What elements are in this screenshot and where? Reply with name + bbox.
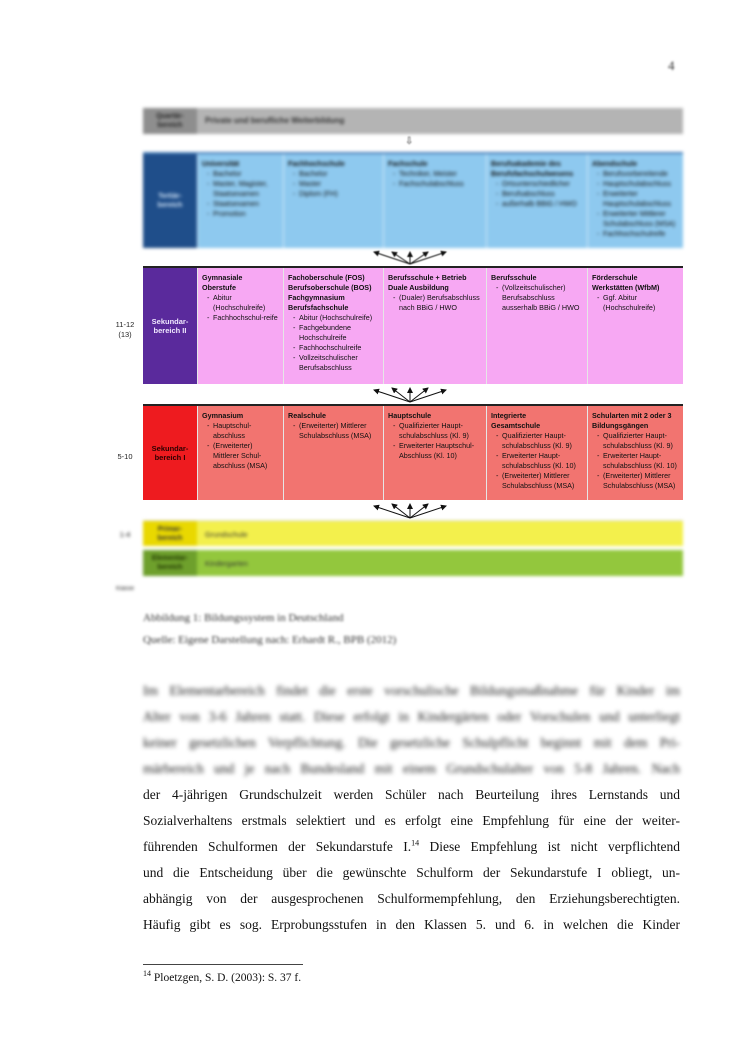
list-item: - außerhalb BBiG / HWO xyxy=(497,199,583,209)
list-item: - Fachgebundene Hochschulreife xyxy=(294,323,379,343)
figure-caption-source: Quelle: Eigene Darstellung nach: Erhardt R., BPB (2012) xyxy=(143,634,397,646)
footnote-divider xyxy=(143,964,303,965)
body-line: Alter von 3-6 Jahren statt. Diese erfolgt in Kindergärten oder Vorschulen und unterliegt xyxy=(143,709,680,724)
list-item: - Abitur (Hochschulreife) xyxy=(294,313,379,323)
list-item: - Techniker, Meister xyxy=(394,169,482,179)
list-item: - (Erweiterter) Mittlerer Schulabschluss (MSA) xyxy=(294,421,379,441)
quartiary-label: Quartär- bereich xyxy=(143,108,197,134)
sek1-column-heading: Schularten mit 2 oder 3 Bildungsgängen xyxy=(592,411,672,430)
body-line-tail: Diese Empfehlung ist nicht verpflichtend xyxy=(419,839,680,854)
fan-arrows-middle xyxy=(374,388,446,402)
body-line: Im Elementarbereich findet die erste vorschulische Bildungsmaßnahme für Kinder im xyxy=(143,683,680,698)
elementary-text: Kindergarten xyxy=(205,559,248,568)
quartiary-text: Private und berufliche Weiterbildung xyxy=(205,116,345,125)
tertiary-label: Tertiär- bereich xyxy=(143,154,197,248)
list-item: - Berufsvorbereitende xyxy=(598,169,679,179)
footnote xyxy=(143,969,302,984)
figure-caption-title: Abbildung 1: Bildungssystem in Deutschland xyxy=(143,612,344,624)
secondary-2-label: Sekundar- bereich II xyxy=(143,268,197,384)
list-item: - Erweiterter Haupt-schulabschluss (Kl. 10) xyxy=(598,451,679,471)
list-item: - Master, Magister, Staatsexamen xyxy=(208,179,279,199)
sek1-column-heading: Integrierte Gesamtschule xyxy=(491,411,541,430)
body-line: und die Entscheidung über die gewünschte Schulform der Sekundarstufe I obliegt, un- xyxy=(143,865,680,880)
page-number: 4 xyxy=(668,58,675,73)
list-item: - Diplom (FH) xyxy=(294,189,379,199)
list-item: - Ggf. Abitur (Hochschulreife) xyxy=(598,293,679,313)
fan-arrows-bottom xyxy=(374,504,446,518)
tertiary-column-heading: Berufsakademie des Berufsfachschulwesens xyxy=(491,159,574,178)
sek2-column-heading: Fachoberschule (FOS) Berufsoberschule (BOS) Fachgymnasium Berufsfachschule xyxy=(288,273,372,312)
secondary-1-label: Sekundar- bereich I xyxy=(143,406,197,500)
list-item: - Qualifizierter Haupt-schulabschluss (Kl. 9) xyxy=(394,421,482,441)
sek2-column-heading: Förderschule Werkstätten (WfbM) xyxy=(592,273,660,292)
body-paragraph xyxy=(143,678,680,938)
list-item: - Hauptschulabschluss xyxy=(598,179,679,189)
list-item: - Abitur (Hochschulreife) xyxy=(208,293,279,313)
sek1-column-heading: Gymnasium xyxy=(202,411,244,420)
list-item: - (Erweiterter) Mittlerer Schulabschluss (MSA) xyxy=(497,471,583,491)
list-item: - Master xyxy=(294,179,379,189)
sek2-column-heading: Berufsschule + Betrieb Duale Ausbildung xyxy=(388,273,467,292)
list-item: - Erweiterter Mittlerer Schulabschluss (MSA) xyxy=(598,209,679,229)
list-item: - Hauptschul-abschluss xyxy=(208,421,279,441)
body-line: abhängig von der ausgesprochenen Schulformempfehlung, den Erziehungsberechtigten. xyxy=(143,891,680,906)
list-item: - Erweiterter Hauptschul-Abschluss (Kl. 10) xyxy=(394,441,482,461)
list-item: - Erweiterter Haupt-schulabschluss (Kl. 10) xyxy=(497,451,583,471)
elementary-grades: Klasse xyxy=(115,586,134,592)
list-item: - Bachelor xyxy=(208,169,279,179)
list-item: - Fachhochschulreife xyxy=(294,343,379,353)
footnote-number: 14 xyxy=(143,969,151,979)
sek2-column-heading: Berufsschule xyxy=(491,273,537,282)
list-item: - Berufsabschluss xyxy=(497,189,583,199)
list-item: - (Dualer) Berufsabschluss nach BBiG / HWO xyxy=(394,293,482,313)
list-item: - Qualifizierter Haupt-schulabschluss (Kl. 9) xyxy=(598,431,679,451)
tertiary-column-heading: Universität xyxy=(202,159,240,168)
list-item: - Ortsunterschiedlicher xyxy=(497,179,583,189)
list-item: - Bachelor xyxy=(294,169,379,179)
list-item: - (Vollzeitschulischer) Berufsabschluss ausserhalb BBiG / HWO xyxy=(497,283,583,313)
list-item: - Staatsexamen xyxy=(208,199,279,209)
footnote-text: Ploetzgen, S. D. (2003): S. 37 f. xyxy=(151,972,302,984)
sek2-column-heading: Gymnasiale Oberstufe xyxy=(202,273,243,292)
down-arrow-icon: ⇩ xyxy=(405,136,414,147)
tertiary-column-heading: Fachschule xyxy=(388,159,428,168)
fan-arrows-top xyxy=(374,252,446,264)
tertiary-column-heading: Abendschule xyxy=(592,159,638,168)
secondary-1-grades: 5-10 xyxy=(117,452,133,461)
list-item: - Erweiterter Hauptschulabschluss xyxy=(598,189,679,209)
list-item: - Qualifizierter Haupt-schulabschluss (Kl. 9) xyxy=(497,431,583,451)
primary-label: Primar- bereich xyxy=(143,521,197,546)
elementary-label: Elementar- bereich xyxy=(143,550,197,576)
body-line: Häufig gibt es sog. Erprobungsstufen in den Klassen 5. und 6. in welchen die Kinder xyxy=(143,917,680,932)
body-line-text: führenden Schulformen der Sekundarstufe I. xyxy=(143,839,412,854)
sek1-column-heading: Hauptschule xyxy=(388,411,432,420)
list-item: - Fachhochschul-reife xyxy=(208,313,279,323)
body-line: der 4-jährigen Grundschulzeit werden Schüler nach Beurteilung ihres Lernstands und xyxy=(143,787,680,802)
list-item: - (Erweiterter) Mittlerer Schul-abschluss (MSA) xyxy=(208,441,279,471)
tertiary-column-heading: Fachhochschule xyxy=(288,159,345,168)
list-item: - Vollzeitschulischer Berufsabschluss xyxy=(294,353,379,373)
body-line-with-footnote xyxy=(143,834,680,860)
secondary-2-grades: 11-12 (13) xyxy=(115,320,135,339)
body-line: märbereich und je nach Bundesland mit einem Grundschulalter von 5-8 Jahren. Nach xyxy=(143,761,680,776)
body-line: keiner gesetzlichen Verpflichtung. Die gesetzliche Schulpflicht beginnt mit dem Pri- xyxy=(143,735,680,750)
body-line: Sozialverhaltens erstmals selektiert und es erfolgt eine Empfehlung für eine der weiter- xyxy=(143,813,680,828)
footnote-ref: 14 xyxy=(411,838,420,848)
primary-grades: 1-4 xyxy=(119,530,131,539)
list-item: - Fachhochschulreife xyxy=(598,229,679,239)
list-item: - Fachschulabschluss xyxy=(394,179,482,189)
list-item: - Promotion xyxy=(208,209,279,219)
list-item: - (Erweiterter) Mittlerer Schulabschluss (MSA) xyxy=(598,471,679,491)
sek1-column-heading: Realschule xyxy=(288,411,326,420)
primary-text: Grundschule xyxy=(205,530,248,539)
